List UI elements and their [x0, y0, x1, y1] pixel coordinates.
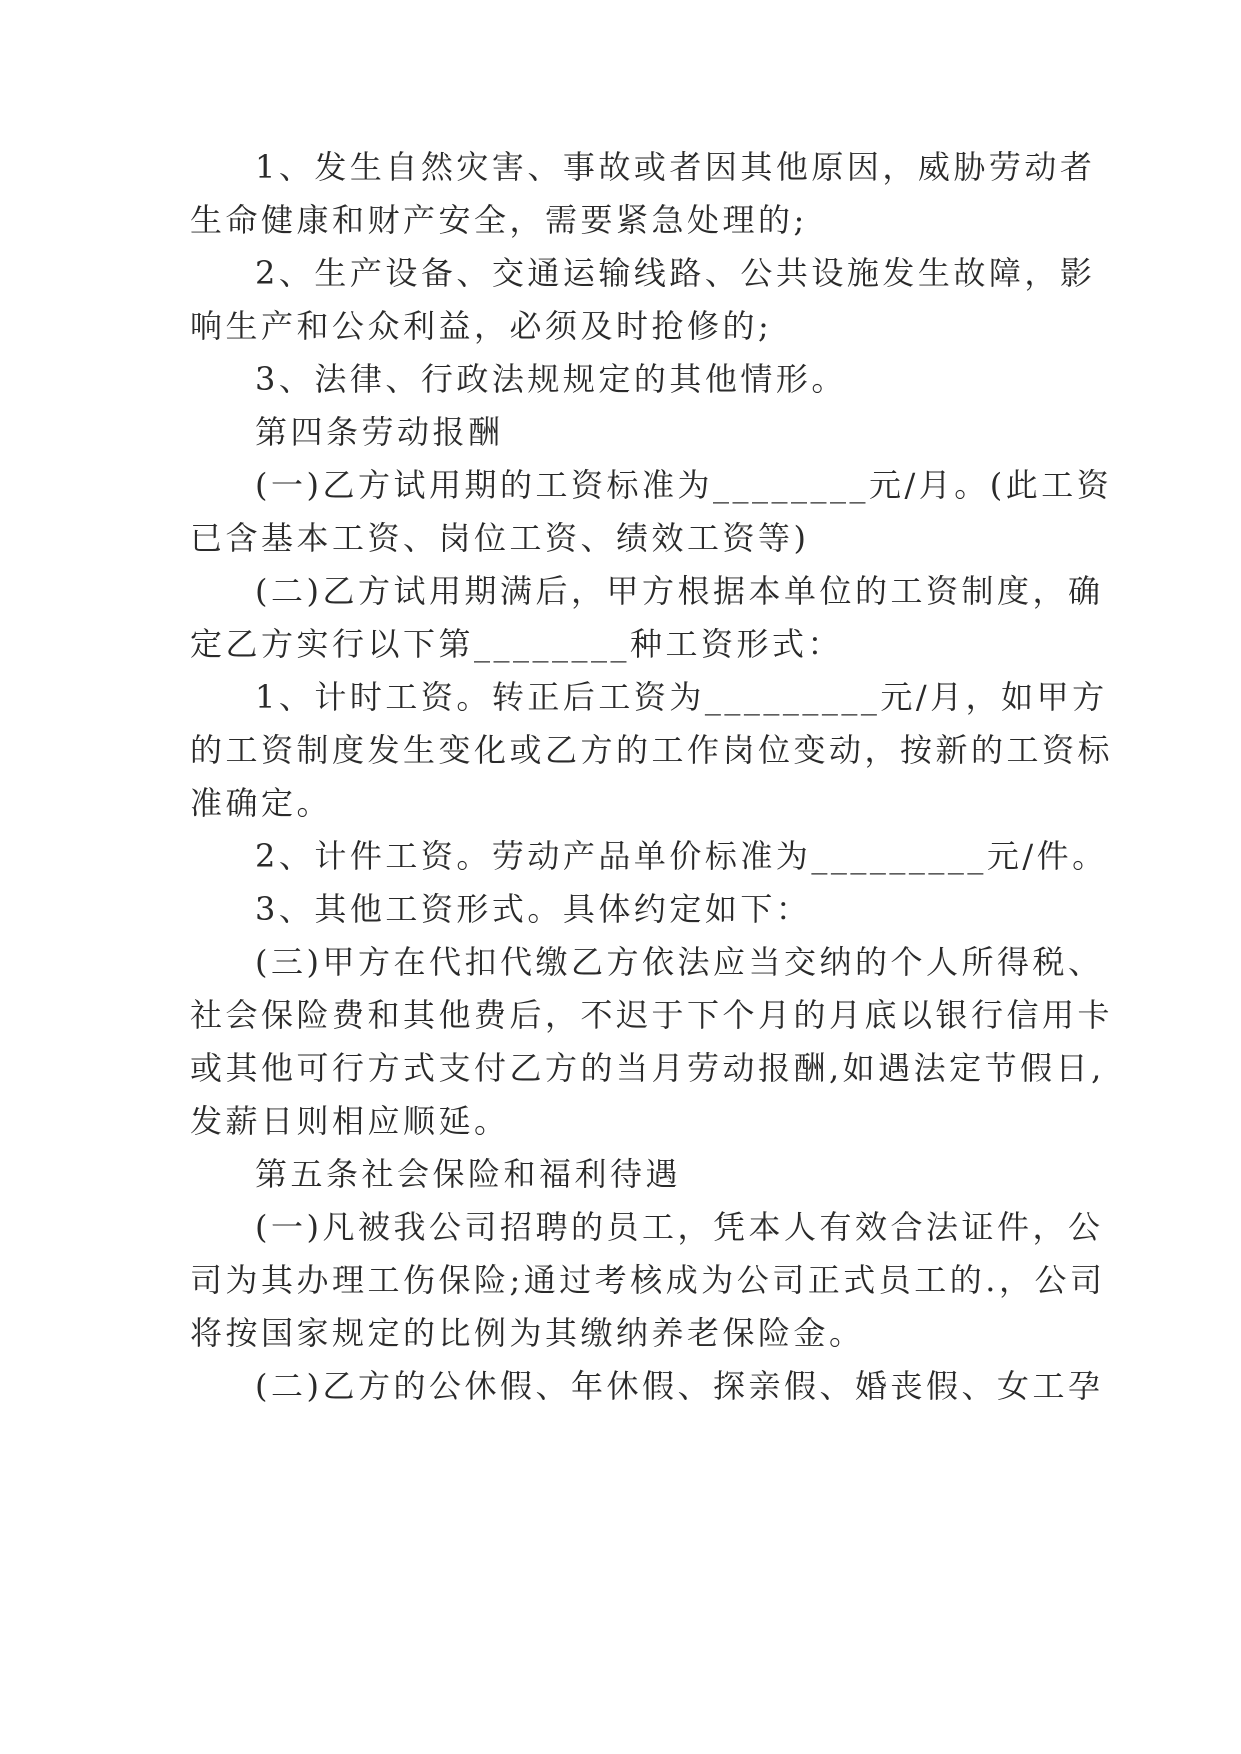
- paragraph-line: (一)凡被我公司招聘的员工，凭本人有效合法证件，公: [255, 1208, 1104, 1246]
- paragraph-line: 准确定。: [190, 784, 333, 822]
- section-heading: 第五条社会保险和福利待遇: [255, 1155, 682, 1193]
- paragraph-line: 发薪日则相应顺延。: [190, 1102, 510, 1140]
- paragraph-line: 3、其他工资形式。具体约定如下：: [255, 890, 812, 928]
- paragraph-line: (一)乙方试用期的工资标准为________元/月。(此工资: [255, 466, 1113, 504]
- paragraph-line: 将按国家规定的比例为其缴纳养老保险金。: [190, 1314, 865, 1352]
- paragraph-line: 生命健康和财产安全，需要紧急处理的;: [190, 201, 808, 239]
- paragraph-line: 3、法律、行政法规规定的其他情形。: [255, 360, 847, 398]
- paragraph-line: 1、发生自然灾害、事故或者因其他原因，威胁劳动者: [255, 148, 1096, 186]
- paragraph-line: 2、计件工资。劳动产品单价标准为_________元/件。: [255, 837, 1108, 875]
- paragraph-line: 2、生产设备、交通运输线路、公共设施发生故障，影: [255, 254, 1096, 292]
- paragraph-line: 1、计时工资。转正后工资为_________元/月，如甲方: [255, 678, 1108, 716]
- paragraph-line: (三)甲方在代扣代缴乙方依法应当交纳的个人所得税、: [255, 943, 1104, 981]
- paragraph-line: 已含基本工资、岗位工资、绩效工资等): [190, 519, 810, 557]
- paragraph-line: 响生产和公众利益，必须及时抢修的;: [190, 307, 773, 345]
- paragraph-line: 司为其办理工伤保险;通过考核成为公司正式员工的.，公司: [190, 1261, 1106, 1299]
- paragraph-line: 定乙方实行以下第________种工资形式：: [190, 625, 844, 663]
- section-heading: 第四条劳动报酬: [255, 413, 504, 451]
- paragraph-line: (二)乙方试用期满后，甲方根据本单位的工资制度，确: [255, 572, 1104, 610]
- paragraph-line: (二)乙方的公休假、年休假、探亲假、婚丧假、女工孕: [255, 1367, 1104, 1405]
- paragraph-line: 或其他可行方式支付乙方的当月劳动报酬,如遇法定节假日,: [190, 1049, 1105, 1087]
- paragraph-line: 的工资制度发生变化或乙方的工作岗位变动，按新的工资标: [190, 731, 1114, 769]
- paragraph-line: 社会保险费和其他费后，不迟于下个月的月底以银行信用卡: [190, 996, 1114, 1034]
